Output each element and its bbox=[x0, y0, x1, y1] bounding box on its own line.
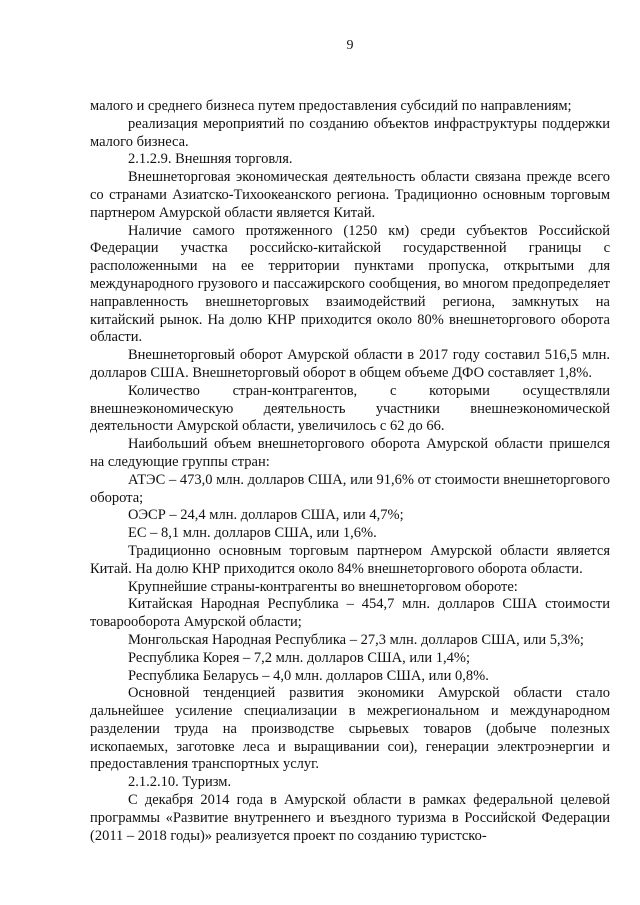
paragraph: малого и среднего бизнеса путем предоставления субсидий по направлениям; bbox=[90, 98, 572, 114]
document-body bbox=[90, 98, 610, 845]
paragraph: Внешнеторговая экономическая деятельность области связана прежде всего со странами Азиатско-Тихоокеанского региона. Традиционно основным торговым партнером Амурской области является Китай. bbox=[90, 169, 610, 221]
paragraph: Внешнеторговый оборот Амурской области в 2017 году составил 516,5 млн. долларов США. Внешнеторговый оборот в общем объеме ДФО составляет 1,8%. bbox=[90, 347, 610, 381]
paragraph: Наличие самого протяженного (1250 км) среди субъектов Российской Федерации участка российско-китайской государственной границы с расположенными на ее территории пунктами пропуска, открытыми для международного грузового и пассажирского сообщения, во многом предопределяет направленность внешнеторговых взаимодействий региона, замкнутых на китайский рынок. На долю КНР приходится около 80% внешнеторгового оборота области. bbox=[90, 222, 610, 346]
list-item: Монгольская Народная Республика – 27,3 млн. долларов США, или 5,3%; bbox=[128, 631, 584, 648]
page-number: 9 bbox=[346, 38, 354, 53]
section-heading: 2.1.2.9. Внешняя торговля. bbox=[128, 151, 293, 168]
list-item: ОЭСР – 24,4 млн. долларов США, или 4,7%; bbox=[128, 507, 404, 524]
section-heading: 2.1.2.10. Туризм. bbox=[128, 774, 232, 791]
paragraph: реализация мероприятий по созданию объектов инфраструктуры поддержки малого бизнеса. bbox=[90, 115, 610, 150]
paragraph: Традиционно основным торговым партнером Амурской области является Китай. На долю КНР приходится около 84% внешнеторгового оборота области. bbox=[90, 542, 610, 577]
paragraph: С декабря 2014 года в Амурской области в рамках федеральной целевой программы «Развитие внутреннего и въездного туризма в Российской Федерации (2011 – 2018 годы)» реализуется проект по созданию туристско- bbox=[90, 792, 610, 844]
paragraph: Основной тенденцией развития экономики Амурской области стало дальнейшее усиление специализации в межрегиональном и международном разделении труда на производстве сырьевых товаров (добыче полезных ископаемых, заготовке леса и выращивании сои), генерации электроэнергии и предоставления транспортных услуг. bbox=[90, 685, 610, 773]
list-item: Республика Корея – 7,2 млн. долларов США, или 1,4%; bbox=[128, 649, 470, 666]
list-item: Республика Беларусь – 4,0 млн. долларов США, или 0,8%. bbox=[128, 667, 489, 684]
paragraph: Количество стран-контрагентов, с которыми осуществляли внешнеэкономическую деятельность участники внешнеэкономической деятельности Амурской области, увеличилось с 62 до 66. bbox=[90, 382, 610, 435]
list-item: ЕС – 8,1 млн. долларов США, или 1,6%. bbox=[128, 525, 377, 542]
list-item: АТЭС – 473,0 млн. долларов США, или 91,6% от стоимости внешнеторгового оборота; bbox=[90, 471, 610, 506]
paragraph: Наибольший объем внешнеторгового оборота Амурской области пришелся на следующие группы стран: bbox=[90, 436, 610, 470]
paragraph: Крупнейшие страны-контрагенты во внешнеторговом обороте: bbox=[128, 578, 518, 595]
list-item: Китайская Народная Республика – 454,7 млн. долларов США стоимости товарооборота Амурской области; bbox=[90, 596, 610, 631]
